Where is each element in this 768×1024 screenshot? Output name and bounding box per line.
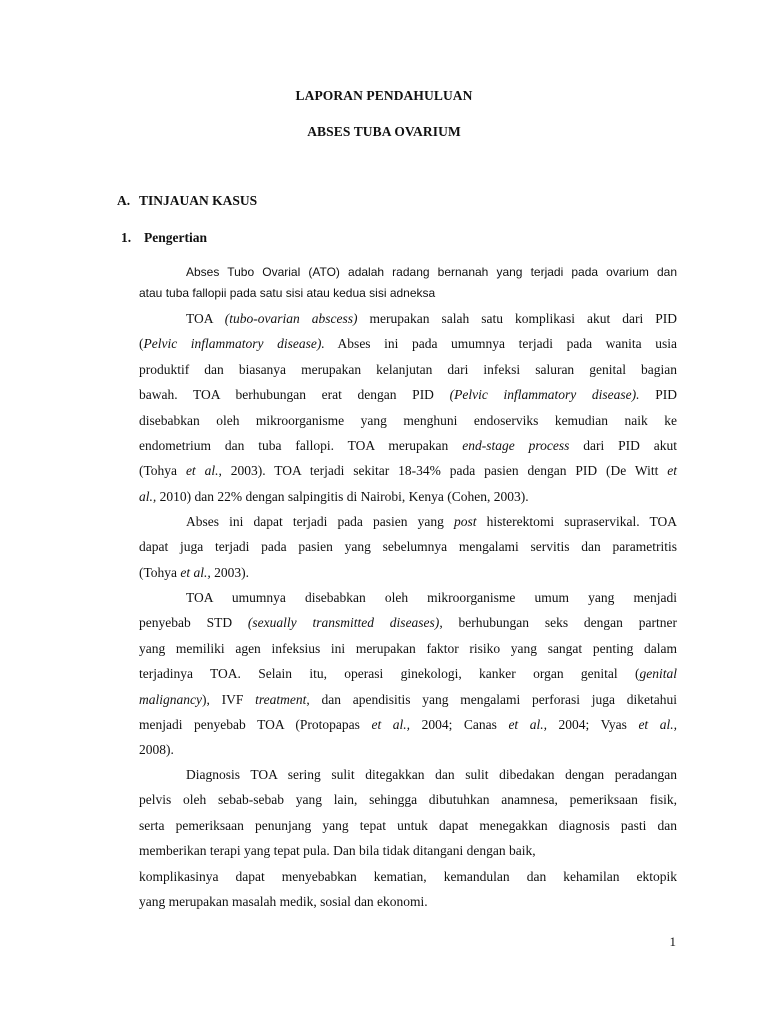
text-line: komplikasinya dapat menyebabkan kematian, kemandulan dan kehamilan ektopik xyxy=(139,868,677,884)
text-line: disebabkan oleh mikroorganisme yang menghuni endoserviks kemudian naik ke xyxy=(139,412,677,428)
text-line: yang memiliki agen infeksius ini merupakan faktor risiko yang sangat penting dalam xyxy=(139,640,677,656)
text-line: (Tohya et al., 2003). xyxy=(139,564,250,580)
text-line: endometrium dan tuba fallopi. TOA merupakan end-stage process dari PID akut xyxy=(139,437,677,453)
text-line: serta pemeriksaan penunjang yang tepat untuk dapat menegakkan diagnosis pasti dan xyxy=(139,817,677,833)
text-line: Abses Tubo Ovarial (ATO) adalah radang bernanah yang terjadi pada ovarium dan xyxy=(186,265,677,279)
section-number: A. xyxy=(117,193,131,208)
document-subtitle: ABSES TUBA OVARIUM xyxy=(307,124,461,139)
text-line: bawah. TOA berhubungan erat dengan PID (Pelvic inflammatory disease). PID xyxy=(139,387,677,403)
text-line: penyebab STD (sexually transmitted diseases), berhubungan seks dengan partner xyxy=(139,615,677,631)
subsection-heading: Pengertian xyxy=(144,230,207,245)
text-line: TOA (tubo-ovarian abscess) merupakan salah satu komplikasi akut dari PID xyxy=(186,311,677,326)
subsection-number: 1. xyxy=(121,230,132,245)
text-line: atau tuba fallopii pada satu sisi atau kedua sisi adneksa xyxy=(139,286,436,300)
text-line: pelvis oleh sebab-sebab yang lain, sehingga dibutuhkan anamnesa, pemeriksaan fisik, xyxy=(139,792,677,808)
text-line: 2008). xyxy=(139,742,174,758)
page-number: 1 xyxy=(669,934,676,949)
text-line: yang merupakan masalah medik, sosial dan ekonomi. xyxy=(139,893,428,909)
document-title: LAPORAN PENDAHULUAN xyxy=(295,88,473,103)
text-line: produktif dan biasanya merupakan kelanjutan dari infeksi saluran genital bagian xyxy=(139,361,677,377)
paragraph-post-hysterectomy xyxy=(139,509,677,585)
text-line: malignancy), IVF treatment, dan apendisitis yang mengalami perforasi juga diketahui xyxy=(139,691,678,707)
paragraph-toa xyxy=(139,306,677,509)
section-heading: TINJAUAN KASUS xyxy=(139,193,258,208)
paragraph-definition xyxy=(139,262,677,304)
text-line: Abses ini dapat terjadi pada pasien yang post histerektomi supraservikal. TOA xyxy=(186,514,677,529)
text-line: dapat juga terjadi pada pasien yang sebelumnya mengalami servitis dan parametritis xyxy=(139,539,677,555)
text-line: memberikan terapi yang tepat pula. Dan bila tidak ditangani dengan baik, xyxy=(139,843,536,859)
text-line: (Tohya et al., 2003). TOA terjadi sekitar 18-34% pada pasien dengan PID (De Witt et xyxy=(139,463,677,479)
text-line: terjadinya TOA. Selain itu, operasi ginekologi, kanker organ genital (genital xyxy=(139,666,677,682)
text-line: Diagnosis TOA sering sulit ditegakkan dan sulit dibedakan dengan peradangan xyxy=(186,767,677,782)
text-line: menjadi penyebab TOA (Protopapas et al., 2004; Canas et al., 2004; Vyas et al., xyxy=(139,716,677,732)
text-line: al., 2010) dan 22% dengan salpingitis di Nairobi, Kenya (Cohen, 2003). xyxy=(139,488,529,504)
paragraph-causes xyxy=(139,585,677,763)
paragraph-diagnosis xyxy=(139,762,677,914)
text-line: (Pelvic inflammatory disease). Abses ini pada umumnya terjadi pada wanita usia xyxy=(139,336,677,352)
text-line: TOA umumnya disebabkan oleh mikroorganisme umum yang menjadi xyxy=(186,590,677,605)
